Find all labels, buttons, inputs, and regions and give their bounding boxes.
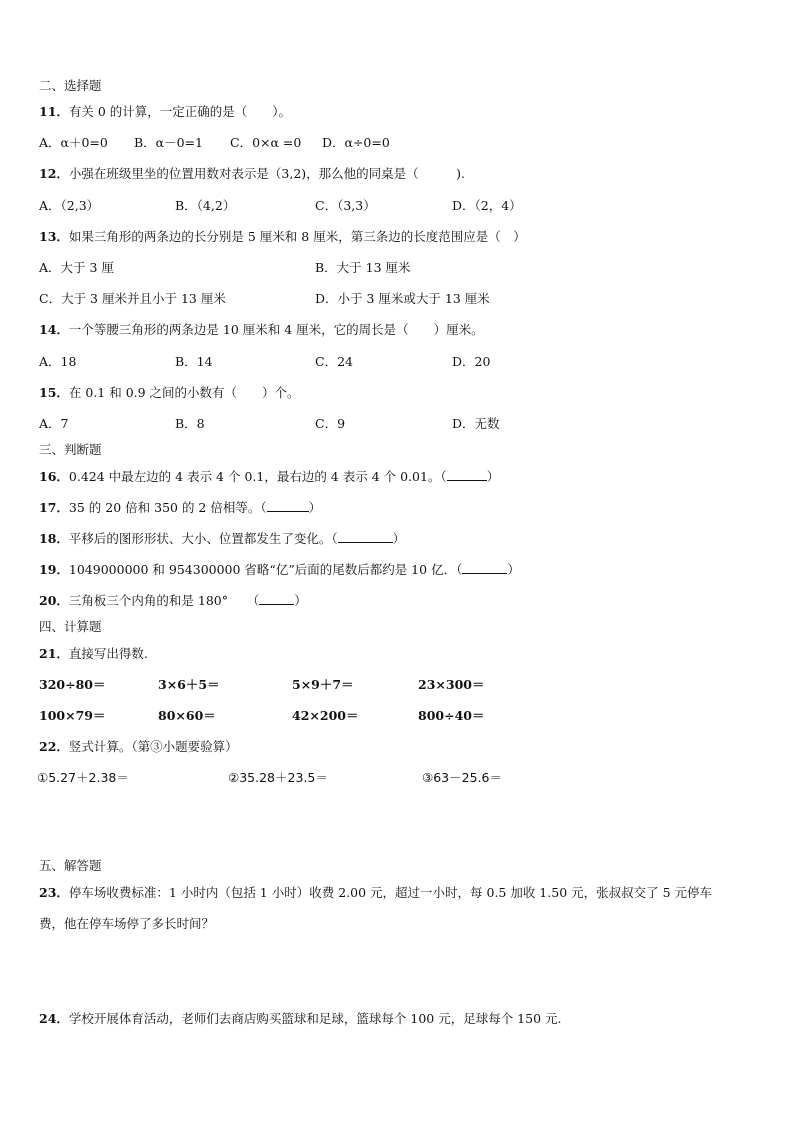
question-16 xyxy=(39,469,499,485)
paren-close: ） xyxy=(294,593,307,608)
q22-item-2: ②35.28＋23.5＝ xyxy=(228,770,328,785)
q12-option-c[interactable]: C．（3,3） xyxy=(315,198,376,213)
q21-item-2: 3×6＋5＝ xyxy=(158,677,220,692)
question-13 xyxy=(39,229,526,245)
answer-blank[interactable] xyxy=(462,562,507,574)
q21-item-1: 320÷80＝ xyxy=(39,677,106,692)
question-number: 14． xyxy=(39,322,69,337)
question-text: 1049000000 和 954300000 省略“亿”后面的尾数后都约是 10 亿．（ xyxy=(68,562,463,577)
question-text: 平移后的图形形状、大小、位置都发生了变化。（ xyxy=(68,531,338,546)
question-number: 19． xyxy=(39,562,69,577)
question-12 xyxy=(39,166,465,182)
question-text: 停车场收费标准：1 小时内（包括 1 小时）收费 2.00 元，超过一小时，每 0.5 加收 1.50 元，张叔叔交了 5 元停车 xyxy=(68,885,713,900)
question-number: 21． xyxy=(39,646,69,661)
paren-close: ） xyxy=(392,531,406,546)
answer-blank[interactable] xyxy=(267,500,309,512)
question-number: 16． xyxy=(39,469,69,484)
q15-option-c[interactable]: C．9 xyxy=(315,416,346,431)
question-23 xyxy=(39,885,712,901)
question-23-line-2: 费，他在停车场停了多长时间？ xyxy=(39,916,215,931)
q21-item-6: 80×60＝ xyxy=(158,708,216,723)
question-11 xyxy=(39,104,291,120)
q21-item-4: 23×300＝ xyxy=(418,677,485,692)
q12-option-b[interactable]: B．（4,2） xyxy=(175,198,236,213)
question-number: 20． xyxy=(39,593,69,608)
question-19 xyxy=(39,562,520,578)
section-4-title: 四、计算题 xyxy=(39,619,102,634)
answer-blank[interactable] xyxy=(447,469,487,481)
q21-item-8: 800÷40＝ xyxy=(418,708,485,723)
section-2-title: 二、选择题 xyxy=(39,78,102,93)
question-number: 13． xyxy=(39,229,69,244)
q22-item-1: ①5.27＋2.38＝ xyxy=(37,770,129,785)
question-20 xyxy=(39,593,307,609)
q11-option-a[interactable]: A．α＋0=0 xyxy=(39,135,108,150)
question-text: 三角板三个内角的和是 180° （ xyxy=(68,593,260,608)
question-text: 35 的 20 倍和 350 的 2 倍相等。（ xyxy=(68,500,267,515)
question-number: 15． xyxy=(39,385,69,400)
q13-option-b[interactable]: B．大于 13 厘米 xyxy=(315,260,411,275)
question-text: 学校开展体育活动，老师们去商店购买篮球和足球，篮球每个 100 元，足球每个 150 元. xyxy=(68,1011,562,1026)
question-text: 小强在班级里坐的位置用数对表示是（3,2)，那么他的同桌是（ ). xyxy=(68,166,466,181)
question-number: 11． xyxy=(39,104,69,119)
q21-item-7: 42×200＝ xyxy=(292,708,359,723)
q22-item-3: ③63－25.6＝ xyxy=(422,770,502,785)
paren-close: ） xyxy=(486,469,500,484)
question-text: 在 0.1 和 0.9 之间的小数有（ ）个。 xyxy=(68,385,300,400)
q12-option-a[interactable]: A．（2,3） xyxy=(39,198,100,213)
question-21 xyxy=(39,646,148,662)
q13-option-d[interactable]: D．小于 3 厘米或大于 13 厘米 xyxy=(315,291,490,306)
question-24 xyxy=(39,1011,562,1027)
question-text: 0.424 中最左边的 4 表示 4 个 0.1，最右边的 4 表示 4 个 0.01。（ xyxy=(68,469,447,484)
q21-item-5: 100×79＝ xyxy=(39,708,106,723)
question-number: 24． xyxy=(39,1011,69,1026)
q14-option-a[interactable]: A．18 xyxy=(39,354,77,369)
q14-option-d[interactable]: D．20 xyxy=(452,354,491,369)
question-22 xyxy=(39,739,238,755)
question-number: 17． xyxy=(39,500,69,515)
question-18 xyxy=(39,531,405,547)
q13-option-c[interactable]: C．大于 3 厘米并且小于 13 厘米 xyxy=(39,291,226,306)
question-number: 12． xyxy=(39,166,69,181)
q11-option-d[interactable]: D．α÷0=0 xyxy=(322,135,390,150)
answer-blank[interactable] xyxy=(338,531,393,543)
question-text: 一个等腰三角形的两条边是 10 厘米和 4 厘米，它的周长是（ ）厘米。 xyxy=(68,322,484,337)
question-number: 22． xyxy=(39,739,69,754)
q14-option-b[interactable]: B．14 xyxy=(175,354,213,369)
question-text: 直接写出得数. xyxy=(68,646,148,661)
paren-close: ） xyxy=(507,562,520,577)
q15-option-a[interactable]: A．7 xyxy=(39,416,69,431)
answer-blank[interactable] xyxy=(259,593,294,605)
question-17 xyxy=(39,500,321,516)
q11-option-c[interactable]: C．0×α =0 xyxy=(230,135,302,150)
section-3-title: 三、判断题 xyxy=(39,442,102,457)
paren-close: ） xyxy=(308,500,322,515)
question-number: 23． xyxy=(39,885,69,900)
q15-option-b[interactable]: B．8 xyxy=(175,416,205,431)
question-text: 竖式计算。（第③小题要验算） xyxy=(68,739,238,754)
q13-option-a[interactable]: A．大于 3 厘 xyxy=(39,260,114,275)
question-15 xyxy=(39,385,300,401)
q15-option-d[interactable]: D．无数 xyxy=(452,416,500,431)
question-14 xyxy=(39,322,484,338)
q12-option-d[interactable]: D．（2，4） xyxy=(452,198,522,213)
q21-item-3: 5×9＋7＝ xyxy=(292,677,354,692)
question-text: 有关 0 的计算，一定正确的是（ ）。 xyxy=(68,104,292,119)
q11-option-b[interactable]: B．α－0=1 xyxy=(134,135,204,150)
section-5-title: 五、解答题 xyxy=(39,858,102,873)
q14-option-c[interactable]: C．24 xyxy=(315,354,353,369)
question-text: 如果三角形的两条边的长分别是 5 厘米和 8 厘米，第三条边的长度范围应是（ ） xyxy=(68,229,526,244)
question-number: 18． xyxy=(39,531,69,546)
